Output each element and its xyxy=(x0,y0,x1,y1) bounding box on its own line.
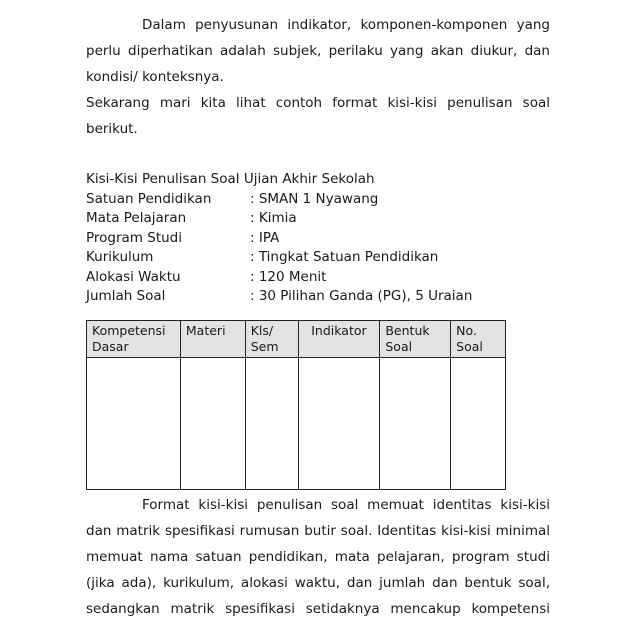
intro-paragraph xyxy=(86,12,550,90)
header-line: Indikator xyxy=(311,323,367,338)
identity-key: Jumlah Soal xyxy=(86,288,166,304)
identity-value: : 120 Menit xyxy=(250,268,327,285)
kisi-kisi-identity xyxy=(86,170,556,307)
text-line: memuat nama satuan pendidikan, mata pelajaran, program studi xyxy=(86,549,550,565)
identity-row-jumlah-soal xyxy=(86,287,556,307)
identity-key: Kurikulum xyxy=(86,249,154,265)
header-line: Materi xyxy=(185,323,226,338)
format-paragraph xyxy=(86,492,550,622)
identity-title: Kisi-Kisi Penulisan Soal Ujian Akhir Sekolah xyxy=(86,171,375,187)
identity-row-alokasi-waktu xyxy=(86,268,556,288)
identity-row-kurikulum xyxy=(86,248,556,268)
header-line: Soal xyxy=(456,339,483,354)
identity-value: : Kimia xyxy=(250,210,297,226)
header-indikator xyxy=(298,321,380,358)
text-line: Format kisi-kisi penulisan soal memuat identitas kisi-kisi xyxy=(142,497,550,513)
text-line: berikut. xyxy=(86,121,138,137)
example-paragraph xyxy=(86,90,550,142)
table-header-row xyxy=(87,321,506,358)
identity-value: : SMAN 1 Nyawang xyxy=(250,190,379,207)
header-line: Bentuk xyxy=(385,323,430,338)
text-line: Sekarang mari kita lihat contoh format kisi-kisi penulisan soal xyxy=(86,95,550,111)
table-cell xyxy=(451,358,506,490)
text-line: Dalam penyusunan indikator, komponen-komponen yang xyxy=(142,17,550,33)
table-row xyxy=(87,358,506,490)
text-line: sedangkan matrik spesifikasi setidaknya mencakup kompetensi xyxy=(86,601,550,617)
identity-key: Program Studi xyxy=(86,229,182,246)
header-kompetensi-dasar xyxy=(87,321,181,358)
text-line: kondisi/ konteksnya. xyxy=(86,69,224,85)
identity-value: : IPA xyxy=(250,229,280,246)
header-bentuk-soal xyxy=(380,321,451,358)
text-line: (jika ada), kurikulum, alokasi waktu, dan jumlah dan bentuk soal, xyxy=(86,575,550,591)
identity-row-mata-pelajaran xyxy=(86,209,556,229)
table-cell xyxy=(298,358,380,490)
header-no-soal xyxy=(451,321,506,358)
header-line: Dasar xyxy=(92,339,129,354)
header-line: Kls/ xyxy=(250,323,274,338)
text-line: perlu diperhatikan adalah subjek, perilaku yang akan diukur, dan xyxy=(86,43,550,59)
header-line: Kompetensi xyxy=(92,323,166,338)
table-cell xyxy=(380,358,451,490)
kisi-kisi-table xyxy=(86,320,506,490)
identity-row-program-studi xyxy=(86,229,556,249)
identity-value: : 30 Pilihan Ganda (PG), 5 Uraian xyxy=(250,288,473,304)
header-line: Soal xyxy=(385,339,413,354)
identity-row-satuan-pendidikan xyxy=(86,190,556,210)
text-line: dan matrik spesifikasi rumusan butir soal. Identitas kisi-kisi minimal xyxy=(86,523,550,539)
identity-key: Mata Pelajaran xyxy=(86,210,187,226)
identity-value: : Tingkat Satuan Pendidikan xyxy=(250,249,439,265)
identity-key: Alokasi Waktu xyxy=(86,268,181,285)
header-materi xyxy=(180,321,245,358)
table-cell xyxy=(87,358,181,490)
header-line: No. xyxy=(456,323,477,338)
header-kls-sem xyxy=(245,321,298,358)
table-cell xyxy=(180,358,245,490)
header-line: Sem xyxy=(250,339,279,354)
table-cell xyxy=(245,358,298,490)
identity-key: Satuan Pendidikan xyxy=(86,190,212,207)
